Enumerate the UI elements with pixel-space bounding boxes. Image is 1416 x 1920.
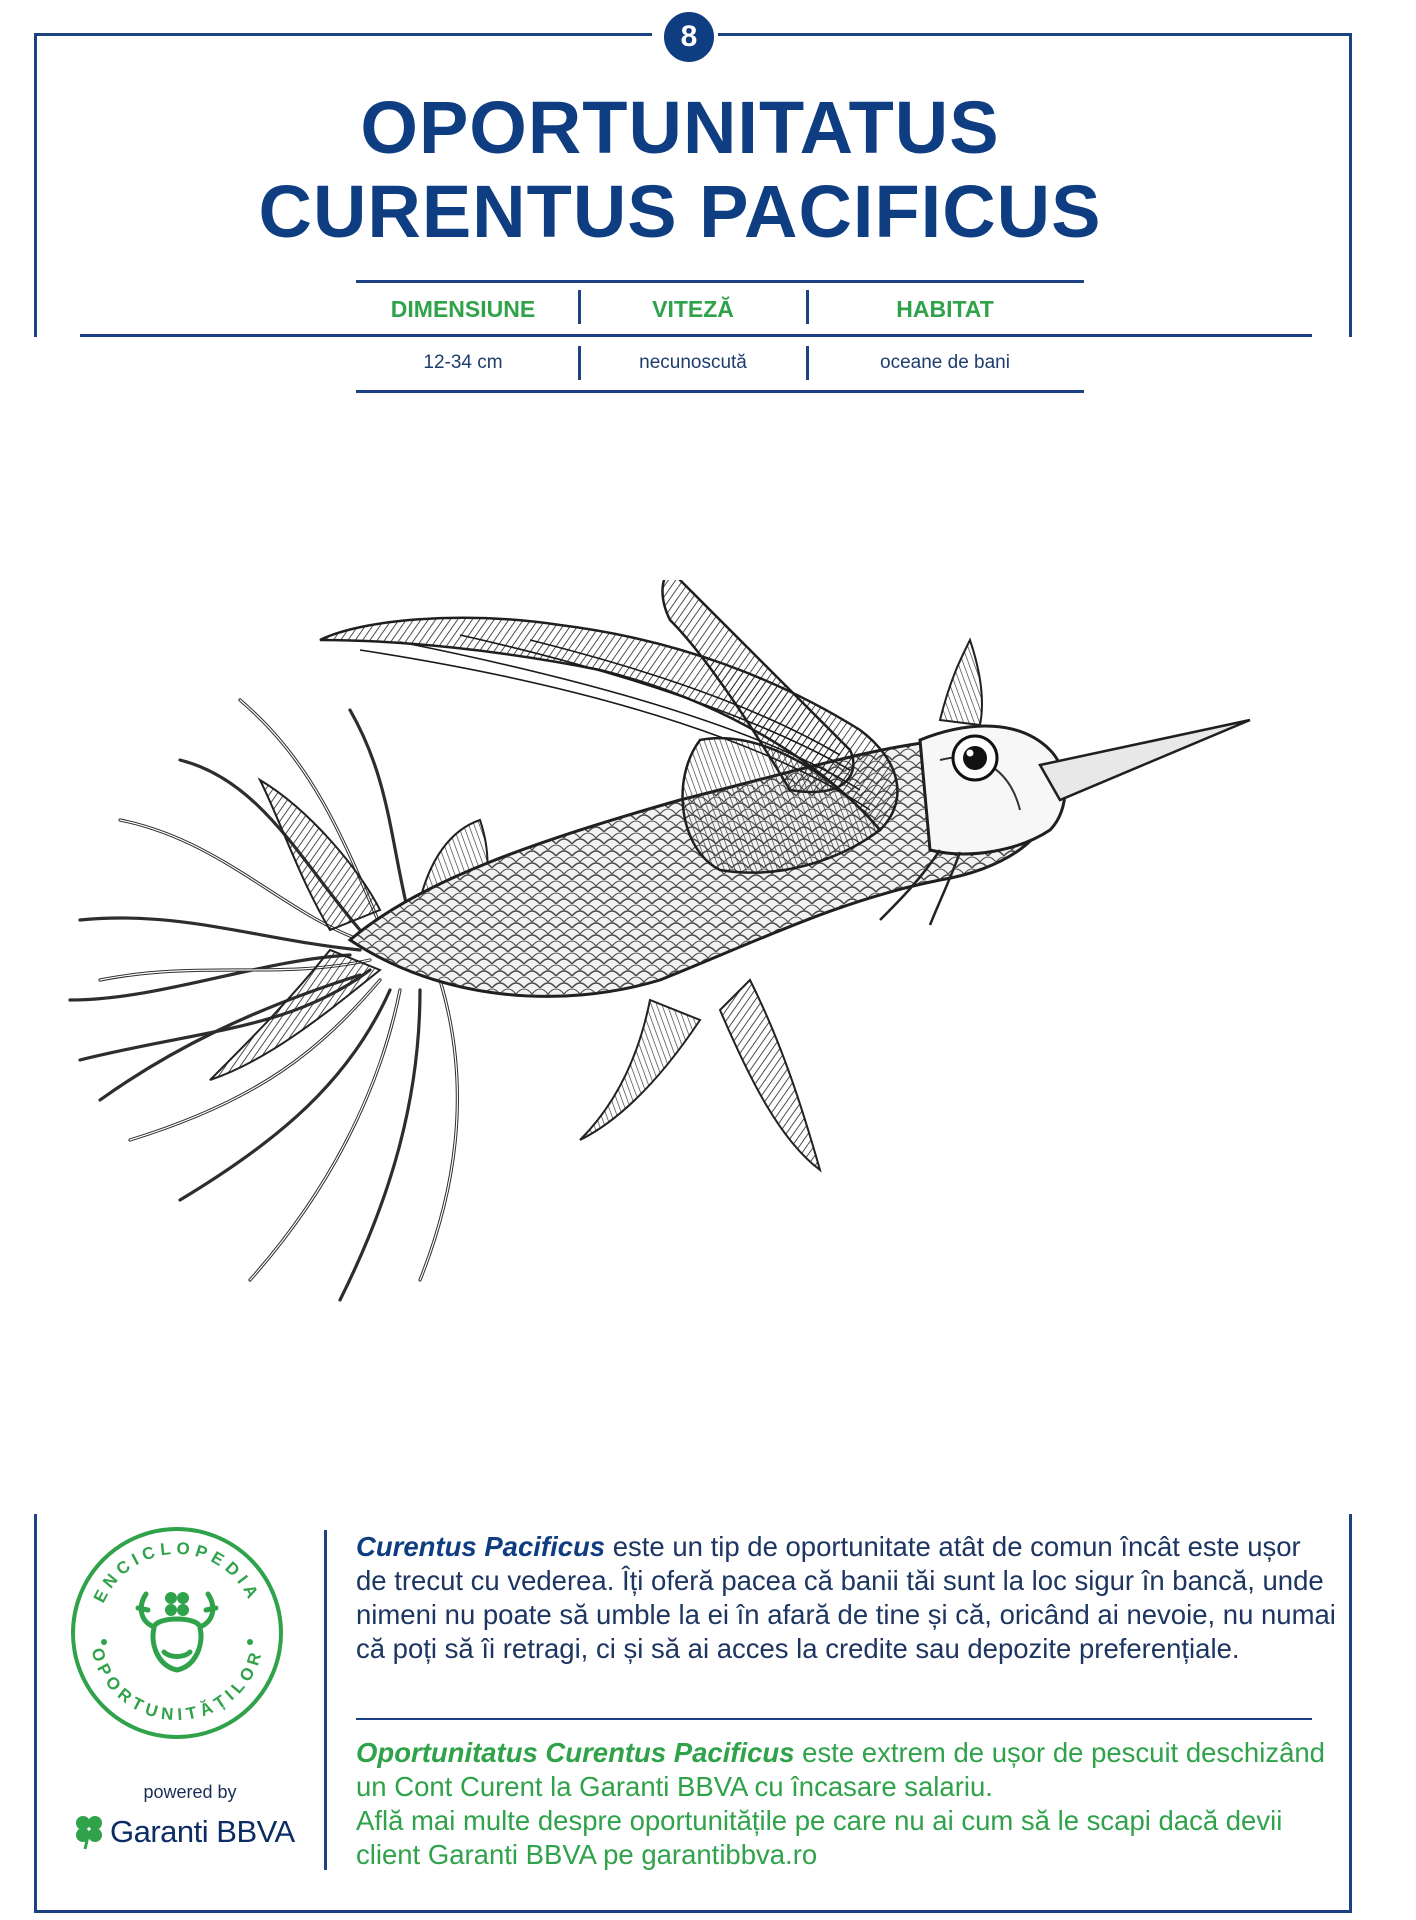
- garanti-bbva-logo: [74, 1808, 304, 1856]
- fish-snout: [1040, 720, 1250, 800]
- cta-link-text[interactable]: Află mai multe despre oportunitățile pe care nu ai cum să le scapi dacă devii client Garanti BBVA pe garantibbva.ro: [356, 1805, 1283, 1870]
- paragraph-separator: [356, 1718, 1312, 1720]
- spec-bottom-rule: [356, 390, 1084, 393]
- spec-divider: [578, 290, 581, 324]
- frame-bottom: [34, 1910, 1352, 1913]
- frame-right: [1349, 33, 1352, 337]
- text-column-divider: [324, 1530, 327, 1870]
- description-paragraph: [356, 1530, 1336, 1666]
- frame-top-right: [718, 33, 1352, 36]
- title-line-2: CURENTUS PACIFICUS: [258, 170, 1102, 253]
- frame-left: [34, 33, 37, 337]
- spec-label-dimension: DIMENSIUNE: [390, 296, 536, 322]
- spec-divider: [806, 290, 809, 324]
- frame-top-left: [34, 33, 652, 36]
- clover-icon: [165, 1592, 189, 1616]
- cta-lead: Oportunitatus Curentus Pacificus: [356, 1737, 795, 1768]
- title-line-1: OPORTUNITATUS: [360, 86, 1000, 169]
- spec-value-speed: necunoscută: [639, 352, 747, 373]
- seal-bottom-text: OPORTUNITĂȚILOR: [87, 1645, 267, 1725]
- pelvic-fin: [720, 980, 820, 1170]
- page-number-badge: 8: [660, 8, 718, 66]
- spec-label-speed: VITEZĂ: [652, 296, 734, 322]
- page-title: [80, 86, 1280, 254]
- cta-text: este extrem de ușor de pescuit deschizând un Cont Curent la Garanti BBVA cu încasare salariu.: [356, 1737, 1325, 1802]
- deer-icon: [138, 1594, 216, 1670]
- spec-divider: [806, 346, 809, 380]
- clover-icon: [74, 1814, 104, 1850]
- head-crest: [940, 640, 982, 725]
- description-text: este un tip de oportunitate atât de comun încât este ușor de trecut cu vederea. Îți oferă pacea că banii tăi sunt la loc sigur în bancă, unde nimeni nu poate să umble la ei în afară de tine și că, oricând ai nevoie, nu numai că poți să îi retragi, ci și să ai acces la credite sau depozite preferențiale.: [356, 1531, 1336, 1664]
- seal-top-text: ENCICLOPEDIA: [89, 1538, 265, 1606]
- flying-fish-illustration: [60, 580, 1320, 1340]
- spec-label-habitat: HABITAT: [896, 296, 994, 322]
- cta-paragraph: [356, 1736, 1336, 1872]
- spec-divider: [578, 346, 581, 380]
- spec-top-rule: [356, 280, 1084, 283]
- anal-fin: [580, 1000, 700, 1140]
- spec-value-dimension: 12-34 cm: [423, 352, 503, 373]
- enciclopedia-seal-logo: [68, 1524, 286, 1742]
- brand-name: Garanti BBVA: [110, 1814, 295, 1849]
- powered-by-label: powered by: [143, 1782, 237, 1802]
- tail-fin-upper: [260, 780, 380, 930]
- description-lead: Curentus Pacificus: [356, 1531, 606, 1562]
- frame-bottom-right: [1349, 1514, 1352, 1913]
- spec-middle-rule: [80, 334, 1312, 337]
- spec-value-habitat: oceane de bani: [880, 352, 1010, 373]
- frame-bottom-left: [34, 1514, 37, 1913]
